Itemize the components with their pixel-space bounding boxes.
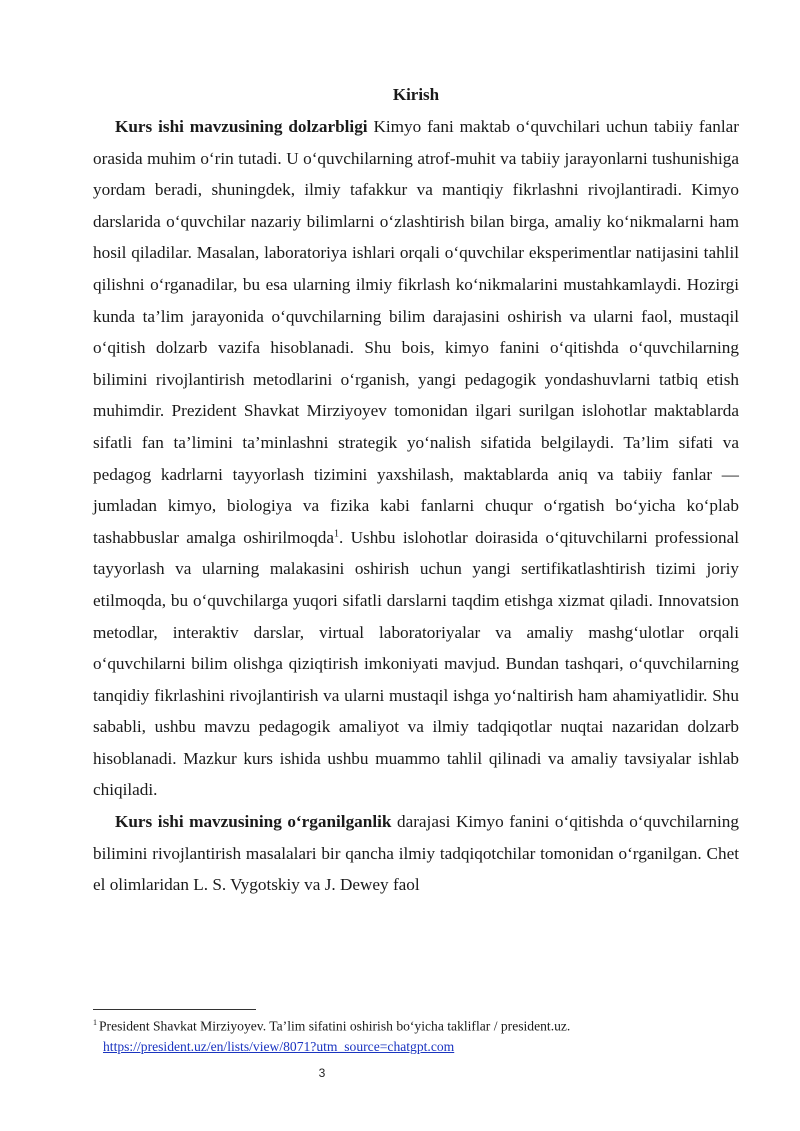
footnote [93, 1013, 739, 1057]
footnote-divider [93, 1009, 256, 1010]
section-heading: Kirish [392, 85, 440, 104]
page-body [93, 80, 739, 901]
paragraph-lead: Kurs ishi mavzusining o‘rganilganlik [115, 812, 392, 832]
footnote-reference[interactable]: 1 [333, 527, 339, 539]
paragraph-text: Kimyo fani maktab o‘quvchilari uchun tabiiy fanlar orasida muhim o‘rin tutadi. U o‘quvchilarning atrof-muhit va tabiiy jarayonlarni tushunishiga yordam beradi, shuningdek, ilmiy tafakkur va mantiqiy fikrlashni rivojlantiradi. Kimyo darslarida o‘quvchilar nazariy bilimlarni o‘zlashtirish bilan birga, amaliy ko‘nikmalarni ham hosil qiladilar. Masalan, laboratoriya ishlari orqali o‘quvchilar eksperimentlar natijasini tahlil qilishni o‘rganadilar, bu esa ularning ilmiy fikrlash ko‘nikmalarini mustahkamlaydi. Hozirgi kunda ta’lim jarayonida o‘quvchilarning bilim darajasini oshirish va ularni faol, mustaqil o‘qitish dolzarb vazifa hisoblanadi. Shu bois, kimyo fanini o‘qitishda o‘quvchilarning bilimini rivojlantirish metodlarini o‘rganish, yangi pedagogik yondashuvlarni tatbiq etish muhimdir. Prezident Shavkat Mirziyoyev tomonidan ilgari surilgan islohotlar maktablarda sifatli fan ta’limini ta’minlashni strategik yo‘nalish sifatida belgilaydi. Ta’lim sifati va pedagog kadrlarni tayyorlash tizimini yaxshilash, maktablarda aniq va tabiiy fanlar — jumladan kimyo, biologiya va fizika kabi fanlarni chuqur o‘rgatish bo‘yicha ko‘plab tashabbuslar amalga oshirilmoqda [93, 117, 739, 547]
page-number: 3 [318, 1066, 326, 1080]
paragraph-study-level [93, 806, 739, 901]
paragraph-text: darajasi Kimyo fanini o‘qitishda o‘quvchilarning bilimini rivojlantirish masalalari bir qancha ilmiy tadqiqotchilar tomonidan o‘rganilgan. Chet el olimlaridan L. S. Vygotskiy va J. Dewey faol [93, 812, 739, 895]
paragraph-text-continued: . Ushbu islohotlar doirasida o‘qituvchilarni professional tayyorlash va ularning malakasini oshirish uchun yangi sertifikatlashtirish tizimi joriy etilmoqda, bu o‘quvchilarga yuqori sifatli darslarni taqdim etishga xizmat qiladi. Innovatsion metodlar, interaktiv darslar, virtual laboratoriyalar va amaliy mashg‘ulotlar orqali o‘quvchilarni bilim olishga qiziqtirish imkoniyati mavjud. Bundan tashqari, o‘quvchilarning tanqidiy fikrlashini rivojlantirish va ularni mustaqil ishga yo‘naltirish ham ahamiyatlidir. Shu sababli, ushbu mavzu pedagogik amaliyot va ilmiy tadqiqotlar nuqtai nazaridan dolzarb hisoblanadi. Mazkur kurs ishida ushbu muammo tahlil qilinadi va amaliy tavsiyalar ishlab chiqiladi. [93, 527, 739, 800]
paragraph-relevance [93, 111, 739, 806]
paragraph-lead: Kurs ishi mavzusining dolzarbligi [115, 117, 368, 136]
footnote-text: President Shavkat Mirziyoyev. Ta’lim sifatini oshirish bo‘yicha takliflar / president.uz. [99, 1018, 571, 1034]
footnote-link[interactable]: https://president.uz/en/lists/view/8071?utm_source=chatgpt.com [103, 1038, 455, 1054]
footnote-mark: 1 [93, 1018, 97, 1027]
